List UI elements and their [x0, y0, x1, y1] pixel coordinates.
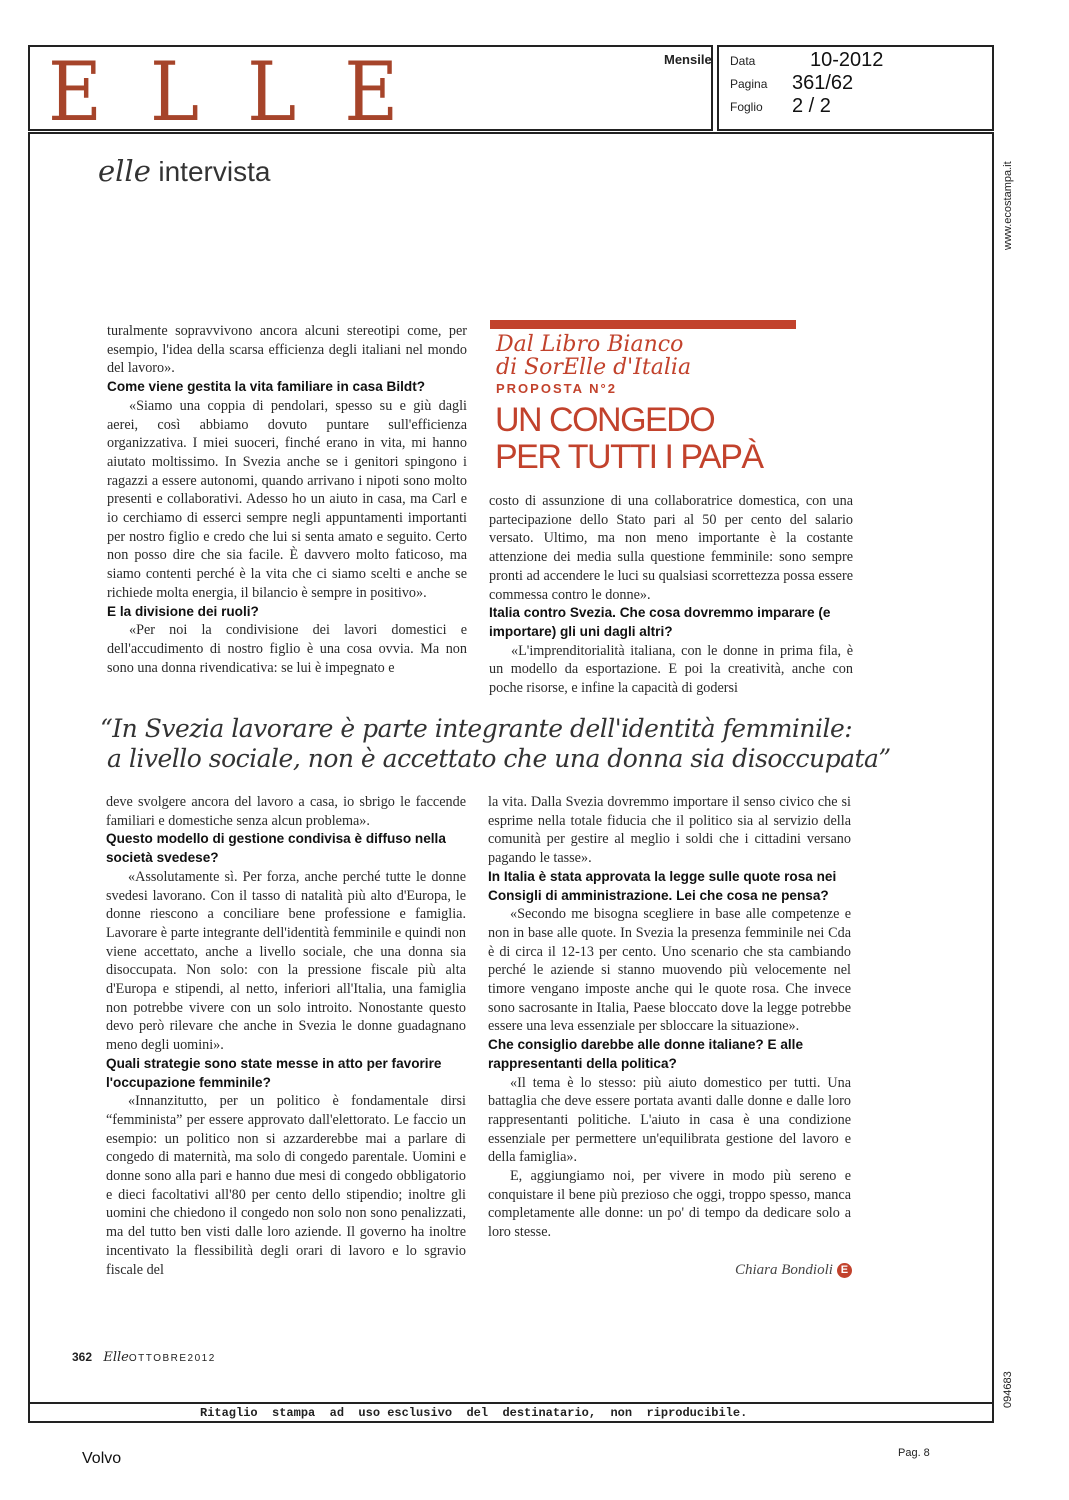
pagina-value: 361/62: [792, 72, 854, 94]
elle-end-icon: E: [837, 1263, 852, 1278]
section-elle: elle: [98, 154, 151, 188]
ecostampa-url: www.ecostampa.it: [1002, 161, 1014, 250]
frequency-label: Mensile: [664, 52, 712, 67]
article-paragraph: costo di assunzione di una collaboratrice domestica, con una partecipazione dello Stato pari al 50 per cento del salario versato. Ultimo, ma non meno importante è la costante attenzione dei media sulla questione femminile: sono sempre pronti ad accendere le luci su qualsiasi scorrettezza possa essere commessa contro le donne».: [489, 493, 853, 603]
left-column-bottom: [106, 793, 466, 1279]
proposal-title-line2: PER TUTTI I PAPÀ: [495, 438, 763, 476]
interview-answer: «Assolutamente sì. Per forza, anche perché tutte le donne svedesi lavorano. Con il tasso di natalità più alto d'Europa, le donne riescono a conciliare bene professione e famiglia. Lavorare è parte integrante dell'identità femminile e quindi non viene accettato, anche a livello sociale, che una donna sia disoccupata. Non solo: con la pressione fiscale più alta d'Europa e stipendi, al netto, inferiori all'Italia, una famiglia non potrebbe vivere con un solo introito. Nonostante questo devo però rilevare che anche in Svezia le donne guadagnano meno degli uomini».: [106, 868, 466, 1054]
pull-quote: [100, 714, 891, 774]
pagina-label: Pagina: [730, 77, 768, 91]
proposal-title: [495, 402, 763, 476]
right-column-bottom: [488, 793, 851, 1242]
interview-question: Che consiglio darebbe alle donne italiane? E alle rappresentanti della politica?: [488, 1037, 803, 1071]
right-column-top: [489, 492, 853, 698]
proposal-source-line1: Dal Libro Bianco: [496, 332, 684, 357]
page-number: 362: [72, 1350, 93, 1364]
section-intervista: intervista: [158, 156, 271, 187]
pag-number: Pag. 8: [898, 1447, 930, 1459]
interview-question: Come viene gestita la vita familiare in casa Bildt?: [107, 379, 426, 395]
elle-logo: ELLE: [48, 45, 447, 140]
footer-magazine: Elle: [103, 1350, 129, 1365]
article-paragraph: deve svolgere ancora del lavoro a casa, io sbrigo le faccende familiari e domestiche senza alcun problema».: [106, 794, 466, 829]
proposal-source: [496, 333, 691, 379]
interview-answer: «Secondo me bisogna scegliere in base alle competenze e non in base alle quote. In Svezia la presenza femminile nei Cda è di circa il 12-13 per cento. Uno scenario che sta cambiando perché le aziende si stanno muovendo più velocemente nel timore vengano imposte anche qui le quote rosa. Che invece sono sacrosante in Italia, Paese bloccato dove la legge potrebbe essere una leva essenziale per sbloccare la situazione».: [488, 906, 851, 1035]
proposal-number: PROPOSTA N°2: [496, 381, 617, 396]
article-paragraph: la vita. Dalla Svezia dovremmo importare il senso civico che si esprime nella totale fiducia che il politico sia al servizio della comunità per gestire al meglio i soldi che i cittadini versano pagando le tasse».: [488, 794, 851, 867]
clipping-code: 094683: [1002, 1371, 1014, 1408]
pull-quote-line2: a livello sociale, non è accettato che una donna sia disoccupata”: [107, 744, 891, 773]
proposal-title-line1: UN CONGEDO: [495, 401, 715, 439]
proposal-source-line2: di SorElle d'Italia: [496, 355, 692, 380]
foglio-value: 2 / 2: [792, 95, 831, 117]
interview-question: Questo modello di gestione condivisa è diffuso nella società svedese?: [106, 831, 446, 866]
interview-answer: «Per noi la condivisione dei lavori domestici e dell'accudimento di nostro figlio è una cosa ovvia. Ma non sono una donna rivendicativa: se lui è impegnato e: [107, 622, 467, 676]
proposal-bar: [490, 320, 796, 329]
page-footer: [72, 1350, 216, 1365]
disclaimer-divider: [30, 1402, 992, 1404]
footer-month: OTTOBRE2012: [128, 1353, 216, 1364]
interview-question: In Italia è stata approvata la legge sulle quote rosa nei Consigli di amministrazione. Lei che cosa ne pensa?: [488, 868, 837, 903]
pull-quote-line1: “In Svezia lavorare è parte integrante dell'identità femminile:: [100, 714, 853, 743]
foglio-label: Foglio: [730, 100, 763, 114]
author-signature: [735, 1262, 852, 1279]
article-paragraph: turalmente sopravvivono ancora alcuni stereotipi come, per esempio, l'idea della scarsa efficienza degli italiani nel mondo del lavoro».: [107, 323, 467, 377]
section-title: [98, 154, 270, 189]
interview-question: Italia contro Svezia. Che cosa dovremmo imparare (e importare) gli uni dagli altri?: [489, 605, 831, 639]
interview-answer: «Il tema è lo stesso: più aiuto domestico per tutti. Una battaglia che deve essere portata avanti dalle donne e dalle loro rappresentanti politiche. L'aiuto in casa è una condizione essenziale per permettere un'equilibrata gestione del lavoro e della famiglia».: [488, 1074, 851, 1166]
data-value: 10-2012: [810, 49, 884, 71]
interview-question: Quali strategie sono state messe in atto per favorire l'occupazione femminile?: [106, 1055, 442, 1090]
interview-question: E la divisione dei ruoli?: [107, 603, 259, 619]
data-label: Data: [730, 54, 756, 68]
clipping-disclaimer: Ritaglio stampa ad uso esclusivo del destinatario, non riproducibile.: [200, 1406, 748, 1420]
author-name: Chiara Bondioli: [735, 1262, 833, 1278]
client-name: Volvo: [82, 1450, 122, 1467]
interview-answer: «Siamo una coppia di pendolari, spesso su e giù dagli aerei, così abbiamo dovuto puntare sull'efficienza organizzativa. I miei suoceri, finché erano in vita, mi hanno aiutato moltissimo. In Svezia anche se i genitori spingono i ragazzi a essere autonomi, quando arrivano i nipoti sono molto presenti e collaborativi. Adesso ho un aiuto in casa, ma Carl e io cerchiamo di esserci sempre negli appuntamenti importanti per nostro figlio e credo che lui si senta amato e seguito. Certo non posso dire che sia facile. È davvero molto faticoso, ma siamo contenti perché è la vita che ci siamo scelti e anche se richiede molta energia, il bilancio è sempre in positivo».: [107, 397, 467, 601]
left-column-top: [107, 322, 467, 677]
interview-answer: «Innanzitutto, per un politico è fondamentale dirsi “femminista” per essere approvato dall'elettorato. Le faccio un esempio: un politico non si azzarderebbe mai a parlare di congedo di maternità, ma solo di congedo parentale. Uomini e donne sono alla pari e hanno due mesi di congedo obbligatorio e dieci facoltativi all'80 per cento dello stipendio; inoltre gli uomini che chiedono il congedo non solo non sono penalizzati, ma del tutto ben visti dalle loro aziende. Il governo ha inoltre incentivato la flessibilità degli orari di lavoro e lo sgravio fiscale del: [106, 1093, 466, 1278]
interview-answer: E, aggiungiamo noi, per vivere in modo più sereno e conquistare il bene più prezioso che oggi, troppo spesso, manca completamente alle donne: un po' di tempo da dedicare solo a loro stesse.: [488, 1168, 851, 1241]
interview-answer: «L'imprenditorialità italiana, con le donne in prima fila, è un modello da esportazione. E poi la creatività, anche con poche risorse, e infine la capacità di godersi: [489, 642, 853, 697]
